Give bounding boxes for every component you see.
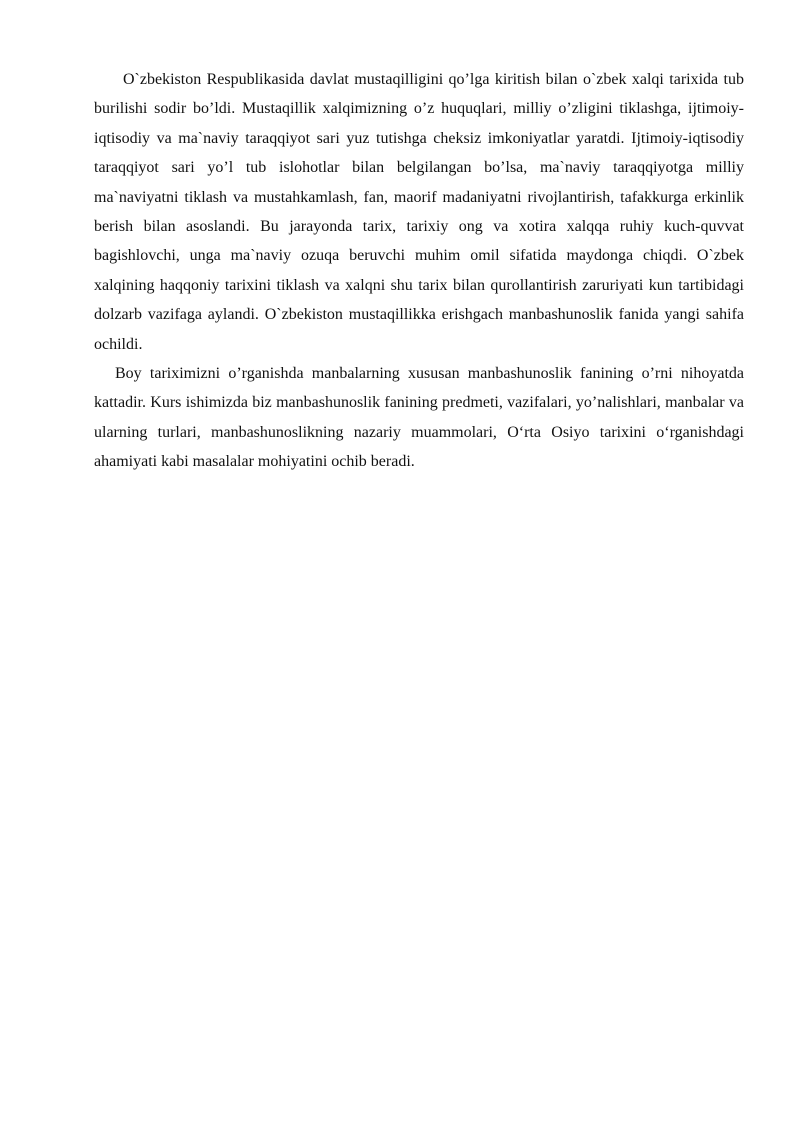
- document-body: [94, 65, 744, 477]
- paragraph-intro: O`zbekiston Respublikasida davlat mustaqilligini qo’lga kiritish bilan o`zbek xalqi tarixida tub burilishi sodir bo’ldi. Mustaqillik xalqimizning o’z huquqlari, milliy o’zligini tiklashga, ijtimoiy-iqtisodiy va ma`naviy taraqqiyot sari yuz tutishga cheksiz imkoniyatlar yaratdi. Ijtimoiy-iqtisodiy taraqqiyot sari yo’l tub islohotlar bilan belgilangan bo’lsa, ma`naviy taraqqiyotga milliy ma`naviyatni tiklash va mustahkamlash, fan, maorif madaniyatni rivojlantirish, tafakkurga erkinlik berish bilan asoslandi. Bu jarayonda tarix, tarixiy ong va xotira xalqqa ruhiy kuch-quvvat bagishlovchi, unga ma`naviy ozuqa beruvchi muhim omil sifatida maydonga chiqdi. O`zbek xalqining haqqoniy tarixini tiklash va xalqni shu tarix bilan qurollantirish zaruriyati kun tartibidagi dolzarb vazifaga aylandi. O`zbekiston mustaqillikka erishgach manbashunoslik fanida yangi sahifa ochildi.: [94, 71, 744, 353]
- paragraph-course-work: Boy tariximizni o’rganishda manbalarning xususan manbashunoslik fanining o’rni nihoyatda kattadir. Kurs ishimizda biz manbashunoslik fanining predmeti, vazifalari, yo’nalishlari, manbalar va ularning turlari, manbashunoslikning nazariy muammolari, O‘rta Osiyo tarixini o‘rganishdagi ahamiyati kabi masalalar mohiyatini ochib beradi.: [94, 365, 744, 471]
